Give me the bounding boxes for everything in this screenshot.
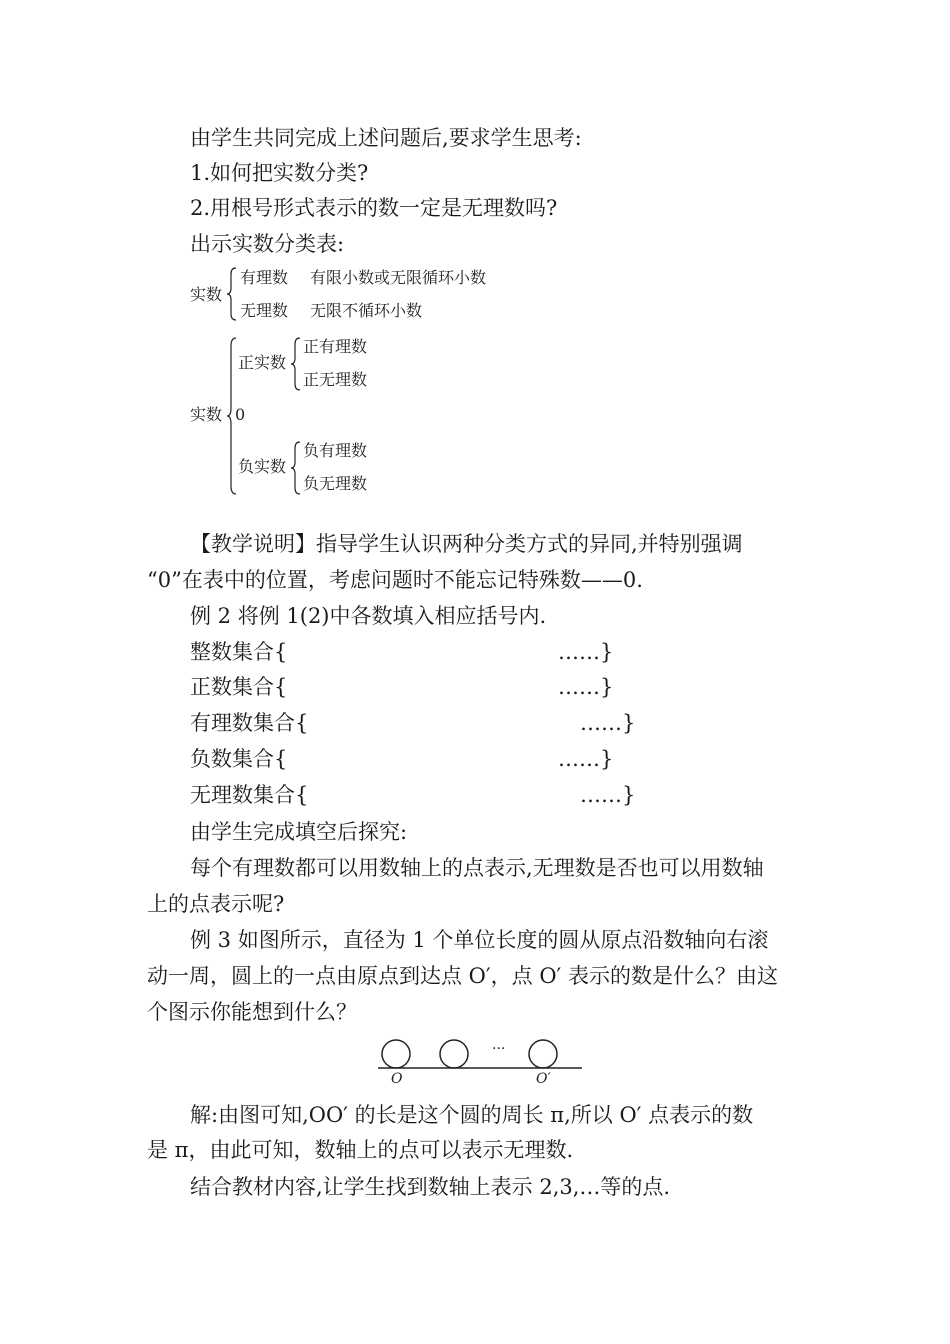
label-o: O xyxy=(391,1071,403,1087)
class2-negative: 负实数 xyxy=(238,457,287,476)
set-end: ……} xyxy=(580,711,636,735)
label-o-prime: O′ xyxy=(536,1071,551,1087)
set-label: 无理数集合{ xyxy=(190,783,309,807)
set-end: ……} xyxy=(558,675,614,699)
example-3-line2: 动一周，圆上的一点由原点到达点 O′，点 O′ 表示的数是什么？由这 xyxy=(147,964,778,988)
figure-ellipsis: ··· xyxy=(492,1041,506,1057)
example-2: 例 2 将例 1(2)中各数填入相应括号内. xyxy=(190,604,547,628)
class2-positive-brace xyxy=(290,336,302,392)
example-3-line1: 例 3 如图所示，直径为 1 个单位长度的圆从原点沿数轴向右滚 xyxy=(190,928,769,952)
class1-irrational-desc: 无限不循环小数 xyxy=(310,301,423,320)
teaching-note-line1: 【教学说明】指导学生认识两种分类方式的异同,并特别强调 xyxy=(190,532,743,556)
question-2: 2.用根号形式表示的数一定是无理数吗? xyxy=(190,196,558,220)
set-end: ……} xyxy=(580,783,636,807)
class2-negative-brace xyxy=(290,440,302,496)
class1-rational: 有理数 xyxy=(240,268,289,287)
explore-line: 由学生完成填空后探究: xyxy=(190,820,408,844)
class2-pos-irrational: 正无理数 xyxy=(303,370,368,389)
intro-line: 由学生共同完成上述问题后,要求学生思考: xyxy=(190,126,582,150)
set-label: 有理数集合{ xyxy=(190,711,309,735)
class2-pos-rational: 正有理数 xyxy=(303,337,368,356)
class2-neg-rational: 负有理数 xyxy=(303,441,368,460)
example-3-line3: 个图示你能想到什么？ xyxy=(147,1000,357,1024)
table-title: 出示实数分类表: xyxy=(190,232,345,256)
class1-irrational: 无理数 xyxy=(240,301,289,320)
solution-line2: 是 π，由此可知，数轴上的点可以表示无理数. xyxy=(147,1138,574,1162)
class2-positive: 正实数 xyxy=(238,353,287,372)
class1-rational-desc: 有限小数或无限循环小数 xyxy=(310,268,487,287)
set-label: 整数集合{ xyxy=(190,640,288,664)
final-line: 结合教材内容,让学生找到数轴上表示 2,3,…等的点. xyxy=(190,1175,671,1199)
teaching-note-line2: “0”在表中的位置，考虑问题时不能忘记特殊数——0. xyxy=(147,568,643,592)
class2-neg-irrational: 负无理数 xyxy=(303,474,368,493)
set-end: ……} xyxy=(558,747,614,771)
class1-root: 实数 xyxy=(190,285,223,304)
set-end: ……} xyxy=(558,640,614,664)
class2-zero: 0 xyxy=(235,405,246,424)
paragraph-1-line2: 上的点表示呢? xyxy=(147,892,285,916)
class1-brace xyxy=(226,266,238,322)
question-1: 1.如何把实数分类? xyxy=(190,161,369,185)
set-label: 负数集合{ xyxy=(190,747,288,771)
paragraph-1-line1: 每个有理数都可以用数轴上的点表示,无理数是否也可以用数轴 xyxy=(190,856,764,880)
solution-line1: 解:由图可知,OO′ 的长是这个圆的周长 π,所以 O′ 点表示的数 xyxy=(190,1103,754,1127)
class2-root: 实数 xyxy=(190,405,223,424)
set-label: 正数集合{ xyxy=(190,675,288,699)
